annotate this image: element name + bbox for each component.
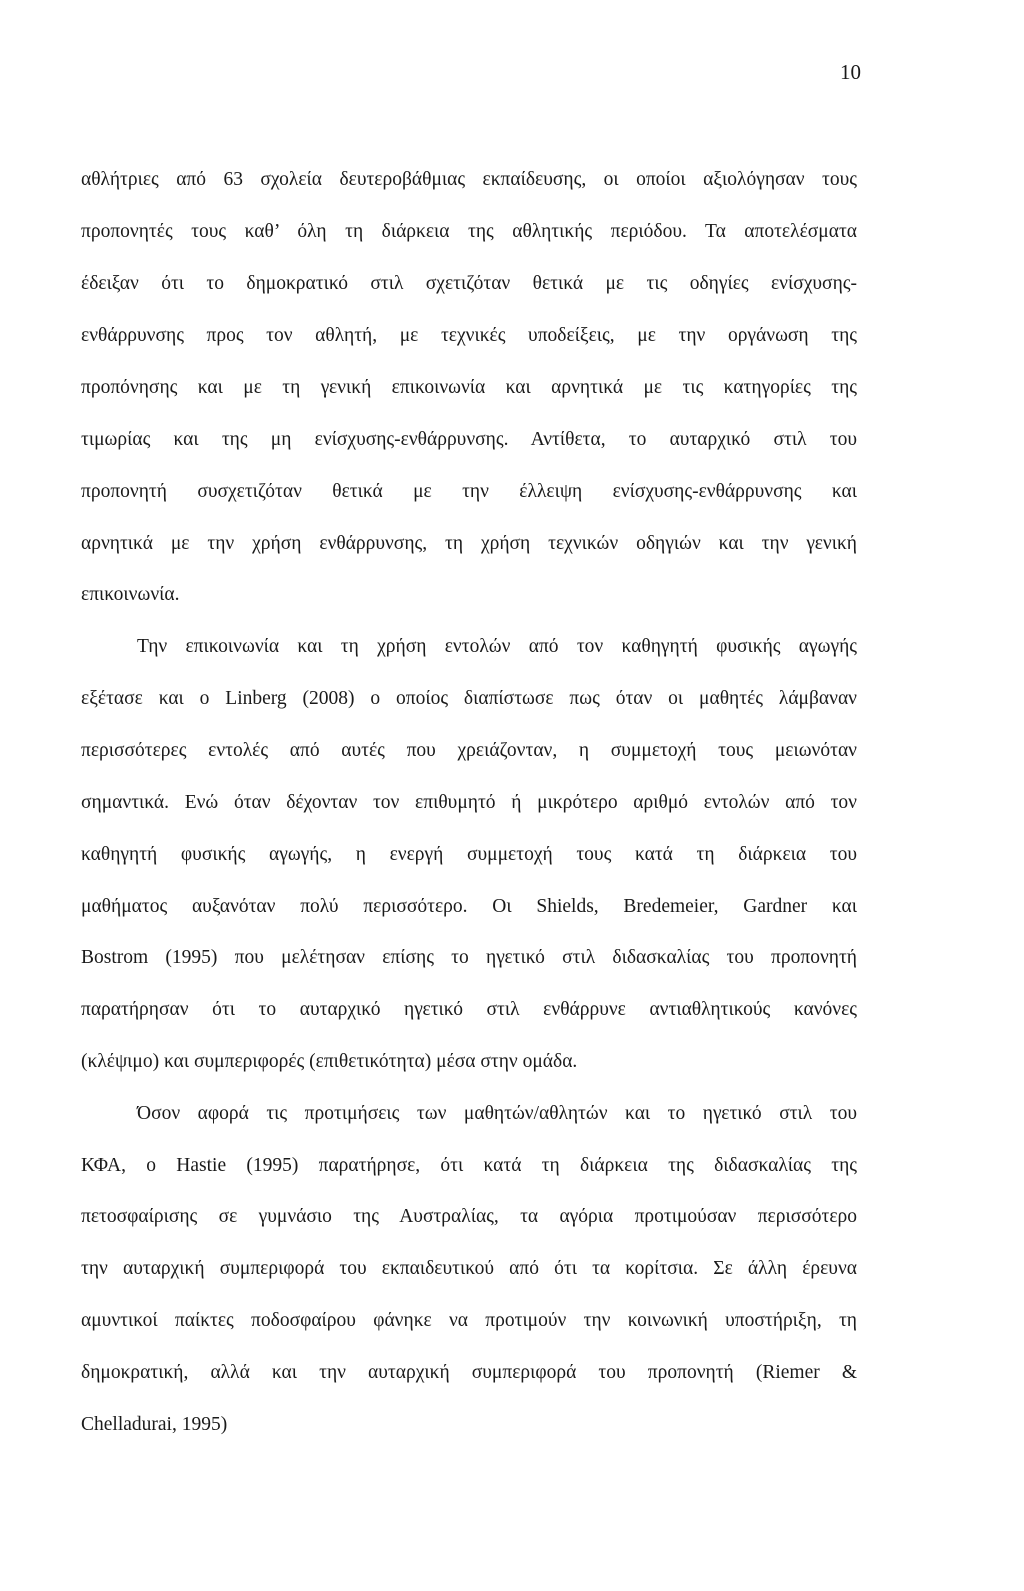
paragraph-1-line-6: τιμωρίας και της μη ενίσχυσης-ενθάρρυνσης. Αντίθετα, το αυταρχικό στιλ του	[81, 429, 857, 450]
paragraph-1-line-7: προπονητή συσχετιζόταν θετικά με την έλλειψη ενίσχυσης-ενθάρρυνσης και	[81, 481, 857, 502]
paragraph-1-line-9: επικοινωνία.	[81, 584, 180, 605]
paragraph-3-line-5: αμυντικοί παίκτες ποδοσφαίρου φάνηκε να προτιμούν την κοινωνική υποστήριξη, τη	[81, 1310, 857, 1331]
paragraph-1-line-1: αθλήτριες από 63 σχολεία δευτεροβάθμιας εκπαίδευσης, οι οποίοι αξιολόγησαν τους	[81, 169, 857, 190]
paragraph-3-line-1: Όσον αφορά τις προτιμήσεις των μαθητών/αθλητών και το ηγετικό στιλ του	[137, 1103, 857, 1124]
paragraph-3-line-6: δημοκρατική, αλλά και την αυταρχική συμπεριφορά του προπονητή (Riemer &	[81, 1362, 857, 1383]
paragraph-1-line-2: προπονητές τους καθ’ όλη τη διάρκεια της αθλητικής περιόδου. Τα αποτελέσματα	[81, 221, 857, 242]
paragraph-1-line-8: αρνητικά με την χρήση ενθάρρυνσης, τη χρήση τεχνικών οδηγιών και την γενική	[81, 533, 857, 554]
paragraph-1-line-3: έδειξαν ότι το δημοκρατικό στιλ σχετιζόταν θετικά με τις οδηγίες ενίσχυσης-	[81, 273, 857, 294]
paragraph-2-line-5: καθηγητή φυσικής αγωγής, η ενεργή συμμετοχή τους κατά τη διάρκεια του	[81, 844, 857, 865]
paragraph-3-line-2: ΚΦΑ, ο Hastie (1995) παρατήρησε, ότι κατά τη διάρκεια της διδασκαλίας της	[81, 1155, 857, 1176]
page-number: 10	[840, 60, 861, 84]
paragraph-1-line-5: προπόνησης και με τη γενική επικοινωνία και αρνητικά με τις κατηγορίες της	[81, 377, 857, 398]
paragraph-1-line-4: ενθάρρυνσης προς τον αθλητή, με τεχνικές υποδείξεις, με την οργάνωση της	[81, 325, 857, 346]
paragraph-2-line-4: σημαντικά. Ενώ όταν δέχονταν τον επιθυμητό ή μικρότερο αριθμό εντολών από τον	[81, 792, 857, 813]
paragraph-2-line-6: μαθήματος αυξανόταν πολύ περισσότερο. Οι Shields, Bredemeier, Gardner και	[81, 896, 857, 917]
paragraph-3-line-7: Chelladurai, 1995)	[81, 1414, 228, 1435]
paragraph-2-line-2: εξέτασε και ο Linberg (2008) ο οποίος διαπίστωσε πως όταν οι μαθητές λάμβαναν	[81, 688, 857, 709]
paragraph-2-line-8: παρατήρησαν ότι το αυταρχικό ηγετικό στιλ ενθάρρυνε αντιαθλητικούς κανόνες	[81, 999, 857, 1020]
paragraph-2-line-3: περισσότερες εντολές από αυτές που χρειάζονταν, η συμμετοχή τους μειωνόταν	[81, 740, 857, 761]
paragraph-3-line-4: την αυταρχική συμπεριφορά του εκπαιδευτικού από ότι τα κορίτσια. Σε άλλη έρευνα	[81, 1258, 857, 1279]
paragraph-2-line-1: Την επικοινωνία και τη χρήση εντολών από τον καθηγητή φυσικής αγωγής	[137, 636, 857, 657]
paragraph-2-line-7: Bostrom (1995) που μελέτησαν επίσης το ηγετικό στιλ διδασκαλίας του προπονητή	[81, 947, 857, 968]
paragraph-2-line-9: (κλέψιμο) και συμπεριφορές (επιθετικότητα) μέσα στην ομάδα.	[81, 1051, 578, 1072]
paragraph-3-line-3: πετοσφαίρισης σε γυμνάσιο της Αυστραλίας, τα αγόρια προτιμούσαν περισσότερο	[81, 1206, 857, 1227]
